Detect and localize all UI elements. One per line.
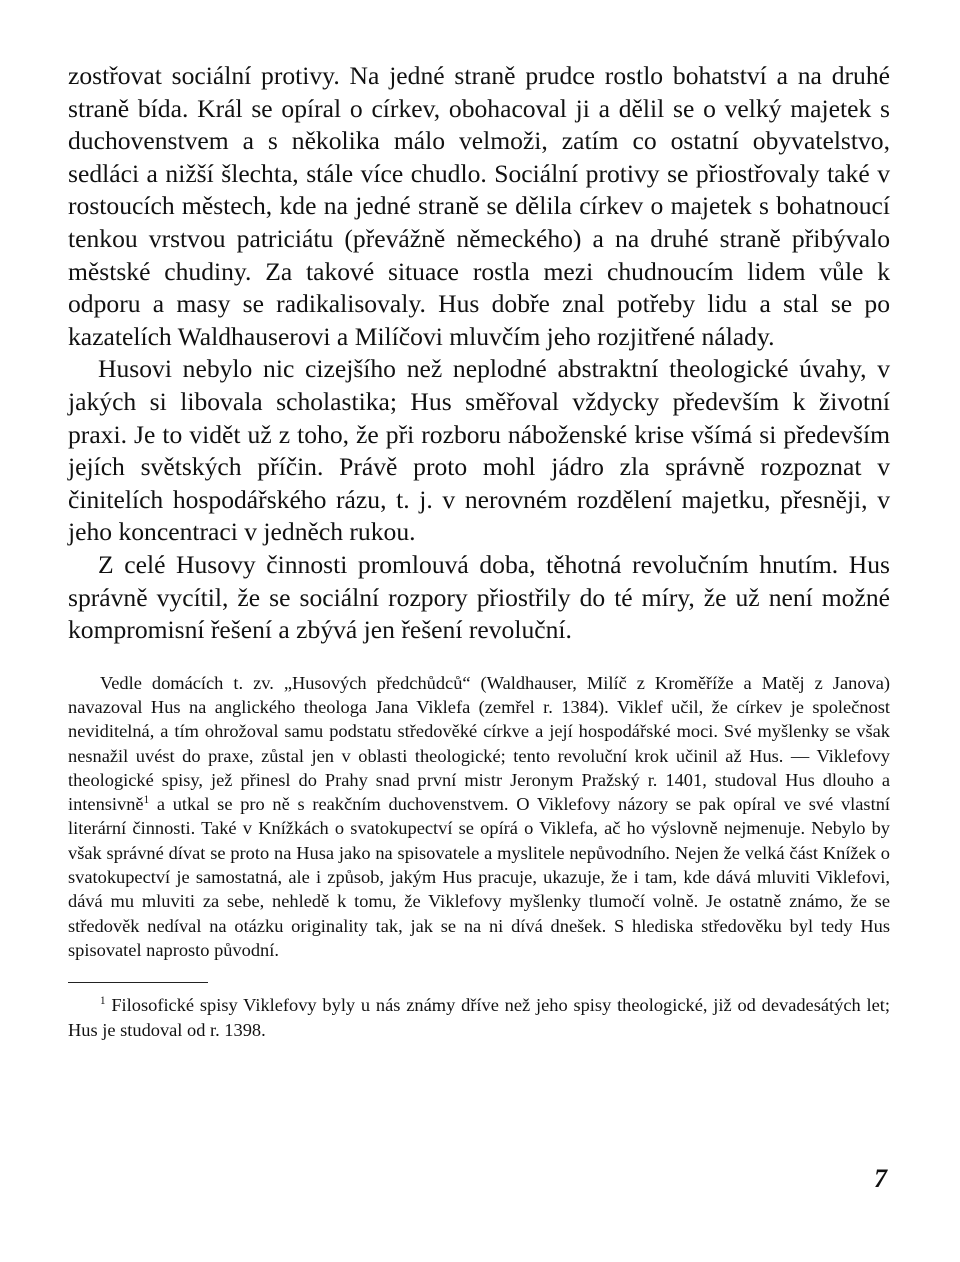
- footnote-text: Filosofické spisy Viklefovy byly u nás známy dříve než jeho spisy theologické, již od devadesátých let; Hus je studoval od r. 1398.: [68, 995, 890, 1040]
- note-paragraph: [68, 671, 890, 963]
- note-text-after: a utkal se pro ně s reakčním duchovenstvem. O Viklefovy názory se pak opíral ve své vlastní literární činnosti. Také v Knížkách o svatokupectví se opírá o Viklefa, ač ho výslovně nejmenuje. Nebylo by však správné dívat se proto na Husa jako na spisovatele a myslitele nepůvodního. Nejen že velká část Knížek o svatokupectví je samostatná, ale i způsob, jakým Hus pracuje, ukazuje, že i tam, kde dává mluviti Viklefovi, dává mu mluviti za sebe, nehledě k tomu, že Viklefovy myšlenky tlumočí volně. Je ostatně známo, že se středověk nedíval na otázku originality tak, jak se na ni dívá dnešek. S hlediska středověku byl tedy Hus spisovatel naprosto původní.: [68, 794, 890, 960]
- paragraph-hus-praxis: Husovi nebylo nic cizejšího než neplodné abstraktní theologické úvahy, v jakých si libovala scholastika; Hus směřoval vždycky především k životní praxi. Je to vidět už z toho, že při rozboru náboženské krise všímá si především jejích světských příčin. Právě proto mohl jádro zla správně rozpoznat v činitelích hospodářského rázu, t. j. v nerovném rozdělení majetku, přesněji, v jeho koncentraci v jedněch rukou.: [68, 354, 890, 547]
- footnote-divider: [68, 982, 208, 983]
- footnote-reference: 1: [143, 794, 150, 807]
- footnote-marker: 1: [100, 995, 106, 1008]
- main-text: [68, 60, 890, 647]
- footnote-paragraph: [68, 993, 890, 1042]
- paragraph-continued: zostřovat sociální protivy. Na jedné straně prudce rostlo bohatství a na druhé straně bída. Král se opíral o církev, obohacoval ji a dělil se o velký majetek s duchovenstvem a s několika málo velmoži, zatím co ostatní obyvatelstvo, sedláci a nižší šlechta, stále více chudlo. Sociální protivy se přiostřovaly také v rostoucích městech, kde na jedné straně se dělila církev o majetek s bohatnoucí tenkou vrstvou patriciátu (převážně německého) a na druhé straně přibývalo městské chudiny. Za takové situace rostla mezi chudnoucím lidem vůle k odporu a masy se radikalisovaly. Hus dobře znal potřeby lidu a stal se po kazatelích Waldhauserovi a Milíčovi mluvčím jeho rozjitřené nálady.: [68, 61, 890, 351]
- small-print-note: [68, 671, 890, 963]
- note-text-before: Vedle domácích t. zv. „Husových předchůdců“ (Waldhauser, Milíč z Kroměříže a Matěj z Janova) navazoval Hus na anglického theologa Jana Viklefa (zemřel r. 1384). Viklef učil, že církev je společnost neviditelná, a tím ohrožoval samu podstatu středověké církve a její hospodářské moci. Své myšlenky se však nesnažil uvést do praxe, zůstal jen v oblasti theologické; tento revoluční krok učinil až Hus. — Viklefovy theologické spisy, jež přinesl do Prahy snad první mistr Jeronym Pražský r. 1401, studoval Hus dlouho a intensivně: [68, 672, 890, 815]
- footnote: [68, 993, 890, 1042]
- paragraph-revolution: Z celé Husovy činnosti promlouvá doba, těhotná revolučním hnutím. Hus správně vycítil, že se sociální rozpory přiostřily do té míry, že už není možné kompromisní řešení a zbývá jen řešení revoluční.: [68, 549, 890, 645]
- page-number: 7: [874, 1164, 887, 1193]
- book-page: [68, 60, 890, 1240]
